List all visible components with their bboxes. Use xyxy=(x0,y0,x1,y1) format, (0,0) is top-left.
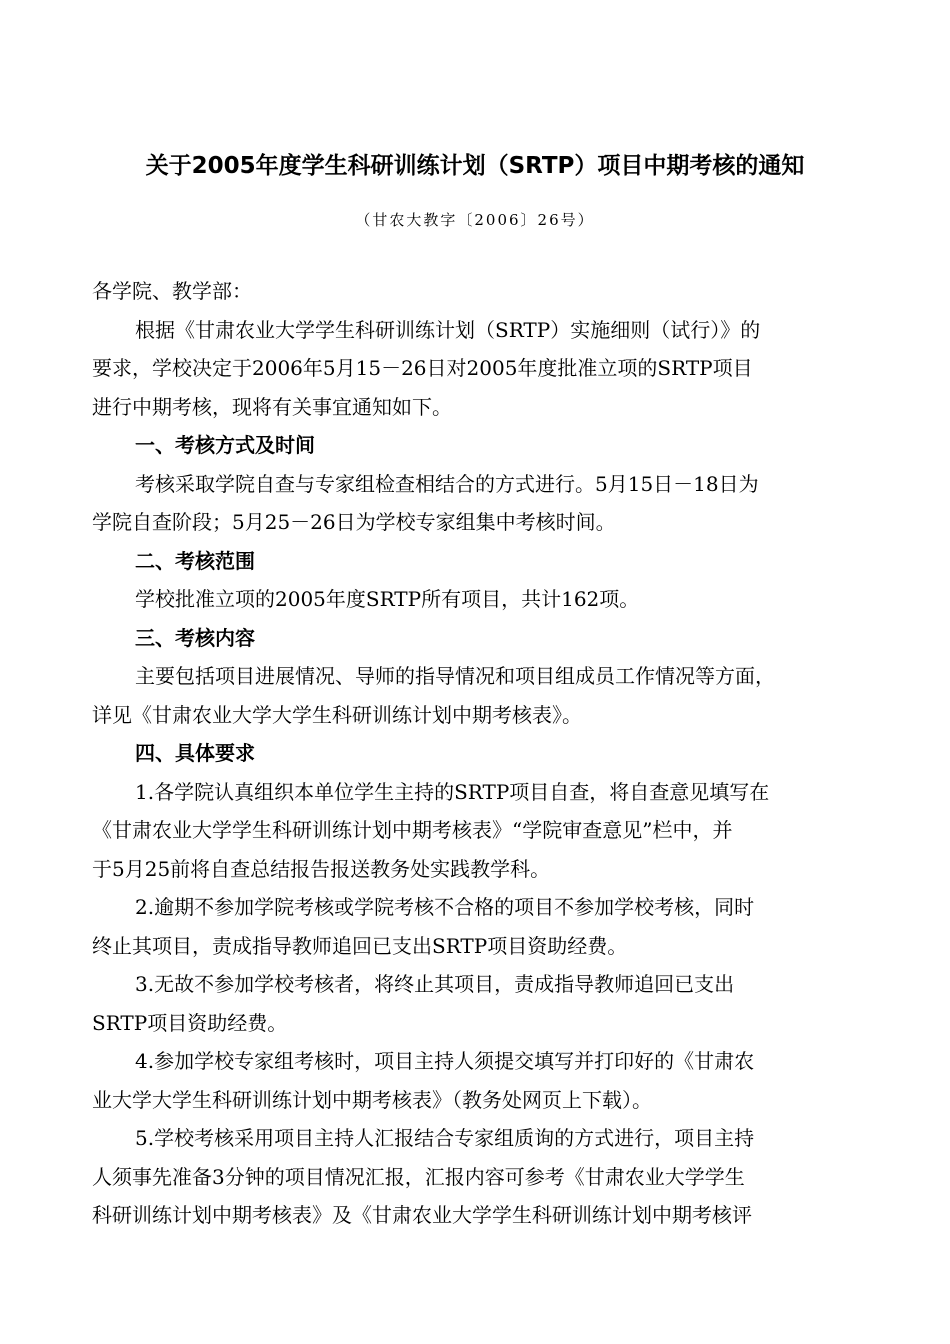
body-line: 主要包括项目进展情况、导师的指导情况和项目组成员工作情况等方面， xyxy=(135,664,775,688)
body-line: 学校批准立项的2005年度SRTP所有项目，共计162项。 xyxy=(135,587,640,611)
body-line: 4.参加学校专家组考核时，项目主持人须提交填写并打印好的《甘肃农 xyxy=(135,1049,755,1073)
document-title: 关于2005年度学生科研训练计划（SRTP）项目中期考核的通知 xyxy=(145,153,805,179)
body-line: SRTP项目资助经费。 xyxy=(92,1010,288,1035)
body-line: 科研训练计划中期考核表》及《甘肃农业大学学生科研训练计划中期考核评 xyxy=(92,1203,752,1227)
body-line: 业大学大学生科研训练计划中期考核表》（教务处网页上下载）。 xyxy=(92,1087,652,1112)
body-line: 详见《甘肃农业大学大学生科研训练计划中期考核表》。 xyxy=(92,702,582,727)
body-line: 1.各学院认真组织本单位学生主持的SRTP项目自查，将自查意见填写在 xyxy=(135,779,770,804)
body-line: 学院自查阶段；5月25－26日为学校专家组集中考核时间。 xyxy=(92,510,616,534)
body-line: 5.学校考核采用项目主持人汇报结合专家组质询的方式进行，项目主持 xyxy=(135,1126,755,1150)
body-line: 进行中期考核，现将有关事宜通知如下。 xyxy=(92,394,452,419)
body-line: 考核采取学院自查与专家组检查相结合的方式进行。5月15日－18日为 xyxy=(135,471,759,496)
body-line: 2.逾期不参加学院考核或学院考核不合格的项目不参加学校考核，同时 xyxy=(135,895,755,919)
document-number: （甘农大教字〔2006〕26号） xyxy=(355,211,595,229)
body-line: 各学院、教学部： xyxy=(92,279,252,303)
body-line: 要求，学校决定于2006年5月15－26日对2005年度批准立项的SRTP项目 xyxy=(92,356,753,380)
document-body xyxy=(92,272,862,1235)
body-line: 《甘肃农业大学学生科研训练计划中期考核表》“学院审查意见”栏中，并 xyxy=(92,818,733,842)
body-line: 终止其项目，责成指导教师追回已支出SRTP项目资助经费。 xyxy=(92,933,628,958)
body-line: 人须事先准备3分钟的项目情况汇报，汇报内容可参考《甘肃农业大学学生 xyxy=(92,1164,745,1189)
body-line: 根据《甘肃农业大学学生科研训练计划（SRTP）实施细则（试行）》的 xyxy=(135,317,761,342)
section-heading: 一、考核方式及时间 xyxy=(135,433,315,457)
section-heading: 二、考核范围 xyxy=(135,548,255,573)
body-line: 于5月25前将自查总结报告报送教务处实践教学科。 xyxy=(92,856,551,881)
body-line: 3.无故不参加学校考核者，将终止其项目，责成指导教师追回已支出 xyxy=(135,972,735,996)
section-heading: 四、具体要求 xyxy=(135,741,255,765)
section-heading: 三、考核内容 xyxy=(135,625,255,650)
